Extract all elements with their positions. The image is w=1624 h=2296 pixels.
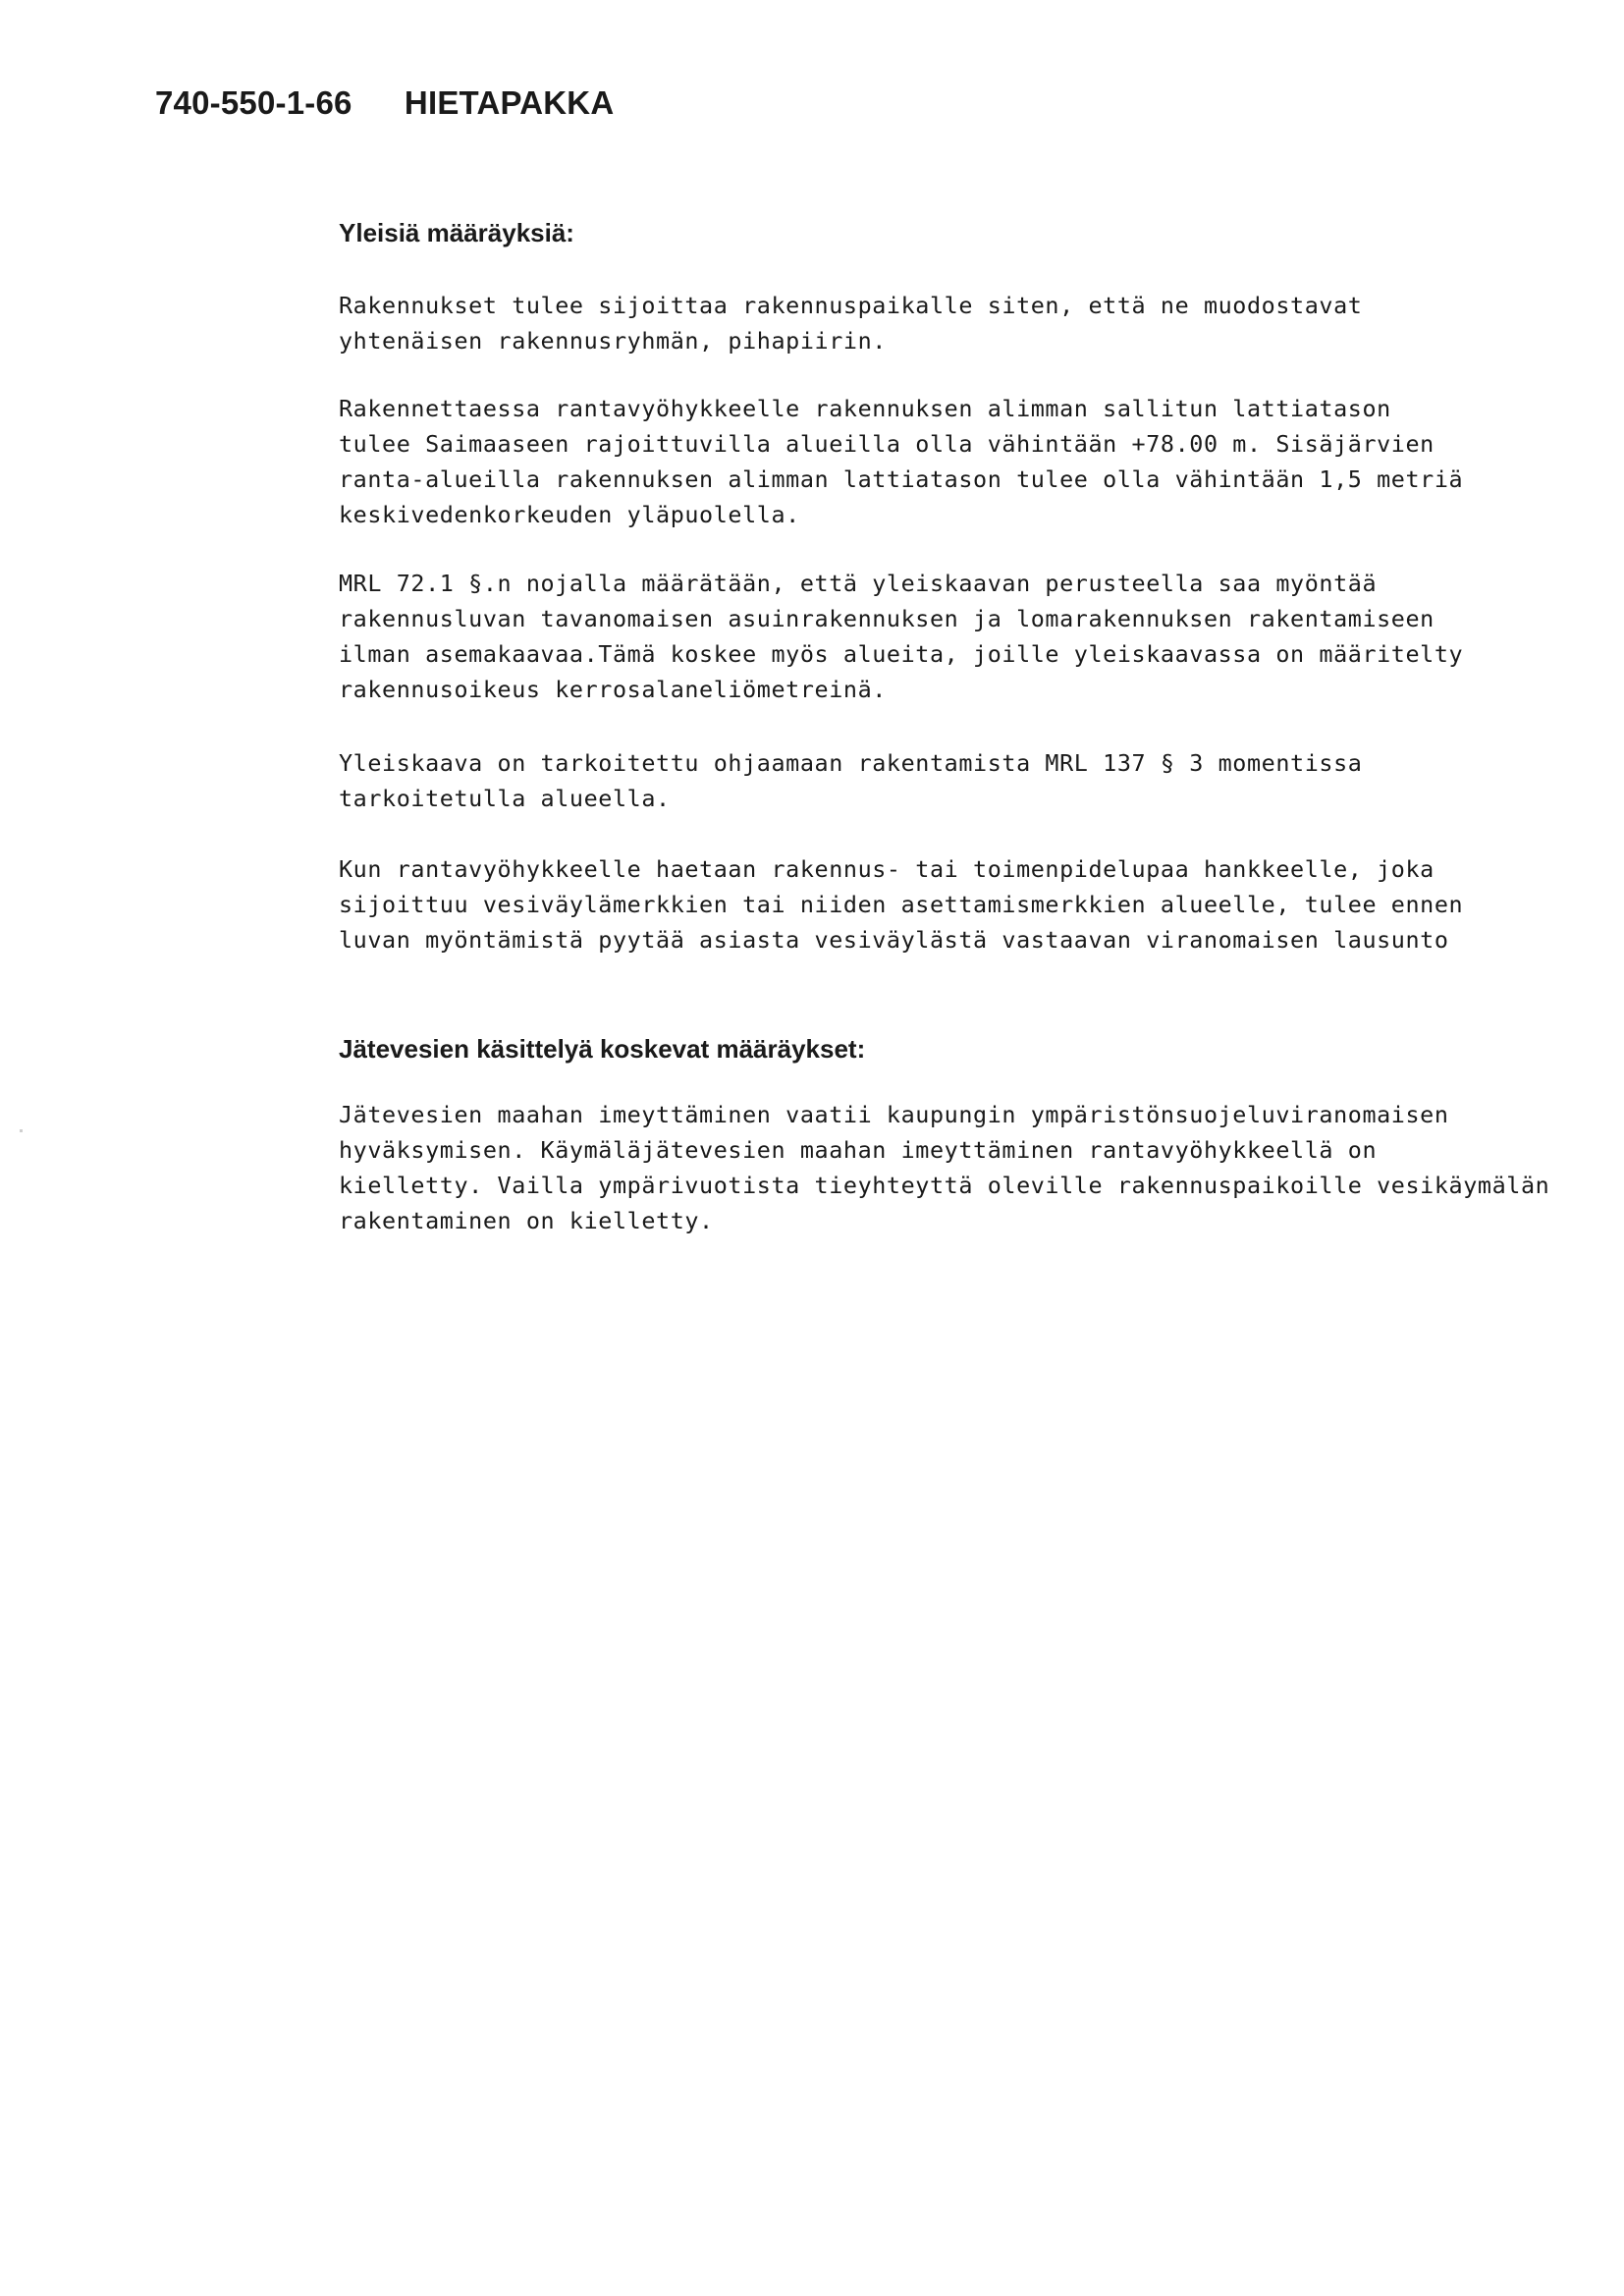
document-code: 740-550-1-66 <box>155 84 352 121</box>
text-line: Jätevesien maahan imeyttäminen vaatii kaupungin ympäristönsuojeluviranomaisen <box>339 1101 1449 1128</box>
text-line: hyväksymisen. Käymäläjätevesien maahan imeyttäminen rantavyöhykkeellä on <box>339 1136 1378 1164</box>
text-line: MRL 72.1 §.n nojalla määrätään, että yleiskaavan perusteella saa myöntää <box>339 570 1378 597</box>
text-line: luvan myöntämistä pyytää asiasta vesiväylästä vastaavan viranomaisen lausunto <box>339 926 1449 954</box>
text-line: Rakennettaessa rantavyöhykkeelle rakennuksen alimman sallitun lattiatason <box>339 395 1391 422</box>
wastewater-regulations-heading: Jätevesien käsittelyä koskevat määräykset: <box>339 1034 866 1064</box>
text-line: Kun rantavyöhykkeelle haetaan rakennus- tai toimenpidelupaa hankkeelle, joka <box>339 855 1435 883</box>
regulation-paragraph <box>339 391 1463 532</box>
text-line: rakennusoikeus kerrosalaneliömetreinä. <box>339 676 887 703</box>
text-line: tulee Saimaaseen rajoittuvilla alueilla olla vähintään +78.00 m. Sisäjärvien <box>339 430 1435 458</box>
text-line: ranta-alueilla rakennuksen alimman lattiatason tulee olla vähintään 1,5 metriä <box>339 465 1464 493</box>
regulation-paragraph <box>339 566 1463 707</box>
text-line: kielletty. Vailla ympärivuotista tieyhteyttä oleville rakennuspaikoille vesikäymälän <box>339 1172 1550 1199</box>
text-line: keskivedenkorkeuden yläpuolella. <box>339 501 800 528</box>
text-line: yhtenäisen rakennusryhmän, pihapiirin. <box>339 327 887 355</box>
text-line: rakennusluvan tavanomaisen asuinrakennuksen ja lomarakennuksen rakentamiseen <box>339 605 1435 632</box>
document-header <box>155 84 614 122</box>
regulation-paragraph <box>339 745 1362 816</box>
text-line: Rakennukset tulee sijoittaa rakennuspaikalle siten, että ne muodostavat <box>339 292 1363 319</box>
regulation-paragraph <box>339 851 1463 957</box>
document-place-name: HIETAPAKKA <box>404 84 615 121</box>
general-regulations-heading: Yleisiä määräyksiä: <box>339 218 574 247</box>
text-line: Yleiskaava on tarkoitettu ohjaamaan rakentamista MRL 137 § 3 momentissa <box>339 749 1363 777</box>
regulation-paragraph <box>339 1097 1549 1238</box>
scan-speck <box>20 1129 23 1132</box>
text-line: tarkoitetulla alueella. <box>339 785 671 812</box>
text-line: sijoittuu vesiväylämerkkien tai niiden asettamismerkkien alueelle, tulee ennen <box>339 891 1464 918</box>
regulation-paragraph <box>339 288 1362 358</box>
text-line: rakentaminen on kielletty. <box>339 1207 714 1234</box>
text-line: ilman asemakaavaa.Tämä koskee myös alueita, joille yleiskaavassa on määritelty <box>339 640 1464 668</box>
